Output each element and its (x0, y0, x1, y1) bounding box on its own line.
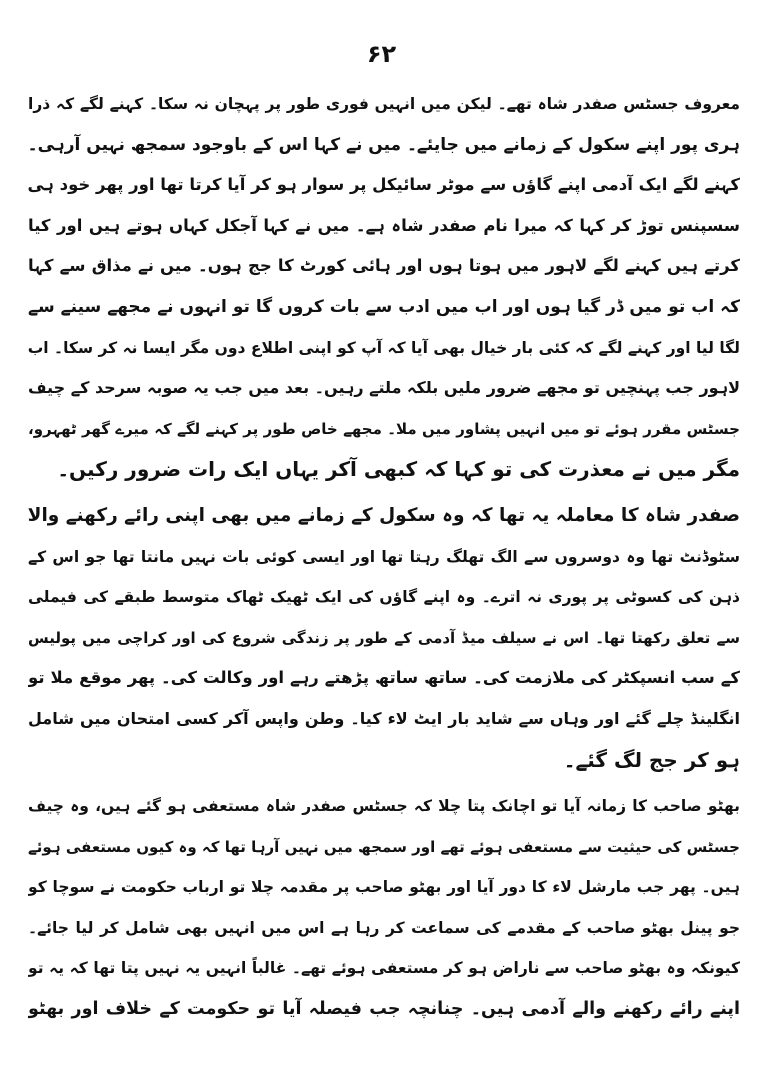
page-body (28, 84, 740, 1030)
paragraph-1 (28, 84, 740, 490)
text-line: سسپنس توڑ کر کہا کہ میرا نام صفدر شاہ ہے۔ میں نے کہا آجکل کہاں ہوتے ہیں اور کیا (28, 215, 740, 235)
text-line: مگر میں نے معذرت کی تو کہا کہ کبھی آکر یہاں ایک رات ضرور رکیں۔ (57, 457, 740, 482)
text-line: جسٹس کی حیثیت سے مستعفی ہوئے تھے اور سمجھ میں نہیں آرہا تھا کہ وہ کیوں مستعفی ہوئے (28, 837, 740, 856)
text-line: معروف جسٹس صفدر شاہ تھے۔ لیکن میں انہیں فوری طور پر پہچان نہ سکا۔ کہنے لگے کہ ذرا (28, 95, 740, 113)
text-line: انگلینڈ چلے گئے اور وہاں سے شاید بار ایٹ لاء کیا۔ وطن واپس آکر کسی امتحان میں شامل (28, 708, 740, 728)
text-line: کہنے لگے ایک آدمی اپنے گاؤں سے موٹر سائیکل پر سوار ہو کر آیا کرتا تھا اور پھر خود ہی (28, 175, 740, 195)
paragraph-2 (28, 496, 740, 780)
text-line: بھٹو صاحب کا زمانہ آیا تو اچانک پتا چلا کہ جسٹس صفدر شاہ مستعفی ہو گئے ہیں، وہ چیف (28, 797, 740, 816)
text-line: صفدر شاہ کا معاملہ یہ تھا کہ وہ سکول کے زمانے میں بھی اپنی رائے رکھنے والا (28, 504, 740, 526)
paragraph-3 (28, 786, 740, 1030)
text-line: کے سب انسپکٹر کی ملازمت کی۔ ساتھ ساتھ پڑھتے رہے اور وکالت کی۔ پھر موقع ملا تو (28, 668, 740, 688)
text-line: اپنے رائے رکھنے والے آدمی ہیں۔ چنانچہ جب فیصلہ آیا تو حکومت کے خلاف اور بھٹو (28, 999, 740, 1020)
text-line: کرتے ہیں کہنے لگے لاہور میں ہوتا ہوں اور ہائی کورٹ کا جج ہوں۔ میں نے مذاق سے کہا (28, 256, 740, 276)
text-line: کہ اب تو میں ڈر گیا ہوں اور اب میں ادب سے بات کروں گا تو انہوں نے مجھے سینے سے (28, 296, 740, 317)
page-number: ۶۲ (366, 40, 397, 68)
text-line: ہو کر جج لگ گئے۔ (563, 747, 740, 772)
text-line: جسٹس مقرر ہوئے تو میں انہیں پشاور میں ملا۔ مجھے خاص طور پر کہنے لگے کہ میرے گھر ٹھہرو، (28, 419, 740, 438)
text-line: لگا لیا اور کہنے لگے کہ کئی بار خیال بھی آیا کہ آپ کو اپنی اطلاع دوں مگر ایسا نہ کر سکا۔ اب (28, 338, 740, 357)
text-line: سے تعلق رکھتا تھا۔ اس نے سیلف میڈ آدمی کے طور پر زندگی شروع کی اور کراچی میں پولیس (28, 628, 740, 647)
text-line: جو پینل بھٹو صاحب کے مقدمے کی سماعت کر رہا ہے اس میں انہیں بھی شامل کر لیا جائے۔ (28, 918, 740, 937)
text-line: ذہن کی کسوٹی پر پوری نہ اترے۔ وہ اپنے گاؤں کی ایک ٹھیک ٹھاک متوسط طبقے کی فیملی (28, 588, 740, 607)
text-line: سٹوڈنٹ تھا وہ دوسروں سے الگ تھلگ رہتا تھا اور ایسی کوئی بات نہیں مانتا تھا جو اس کے (28, 547, 740, 566)
text-line: لاہور جب پہنچیں تو مجھے ضرور ملیں بلکہ ملتے رہیں۔ بعد میں جب یہ صوبہ سرحد کے چیف (28, 378, 740, 398)
text-line: ہری پور اپنے سکول کے زمانے میں جایئے۔ میں نے کہا اس کے باوجود سمجھ نہیں آرہی۔ (28, 134, 740, 155)
text-line: ہیں۔ پھر جب مارشل لاء کا دور آیا اور بھٹو صاحب پر مقدمہ چلا تو ارباب حکومت نے سوچا کو (28, 878, 740, 897)
text-line: کیونکہ وہ بھٹو صاحب سے ناراض ہو کر مستعفی ہوئے تھے۔ غالباً انہیں یہ نہیں پتا تھا کہ یہ تو (28, 959, 740, 978)
